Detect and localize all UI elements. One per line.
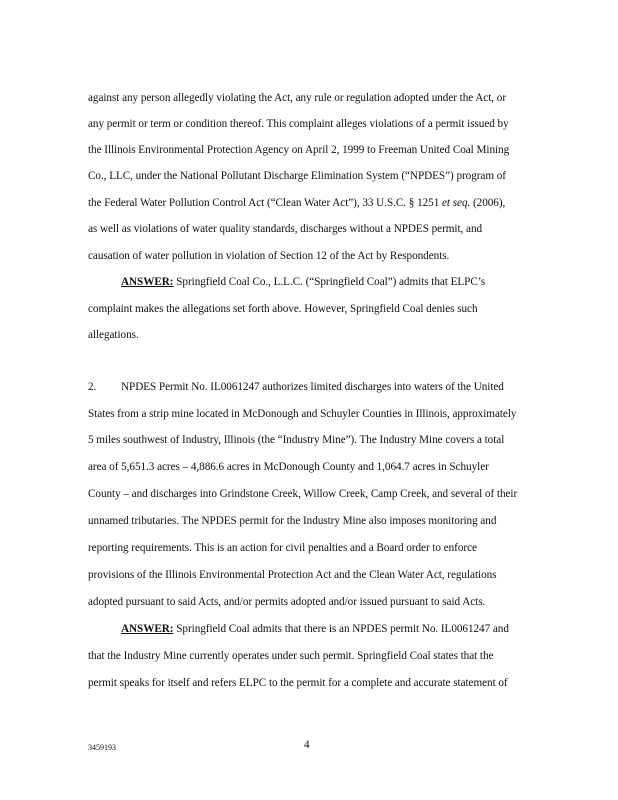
answer-2-line-1: [121, 622, 509, 636]
page-number: 4: [304, 739, 310, 751]
answer-2-line-2: that the Industry Mine currently operates under such permit. Springfield Coal states that the: [88, 650, 494, 662]
paragraph-2-line-8: provisions of the Illinois Environmental Protection Act and the Clean Water Act, regulations: [88, 569, 497, 581]
paragraph-1-line-6: as well as violations of water quality standards, discharges without a NPDES permit, and: [88, 223, 483, 235]
paragraph-1-line-1: against any person allegedly violating the Act, any rule or regulation adopted under the Act, or: [88, 92, 507, 104]
paragraph-1-line-5: [88, 196, 505, 210]
paragraph-2-line-7: reporting requirements. This is an action for civil penalties and a Board order to enforce: [88, 542, 477, 554]
paragraph-2-line-2: States from a strip mine located in McDonough and Schuyler Counties in Illinois, approximately: [88, 408, 517, 420]
citation-text: the Federal Water Pollution Control Act (“Clean Water Act”), 33 U.S.C. § 1251: [88, 197, 442, 209]
answer-1-line-3: allegations.: [88, 329, 139, 341]
paragraph-1-line-2: any permit or term or condition thereof. This complaint alleges violations of a permit issued by: [88, 118, 509, 130]
answer-2-text: Springfield Coal admits that there is an NPDES permit No. IL0061247 and: [173, 623, 509, 635]
paragraph-2-line-4: area of 5,651.3 acres – 4,886.6 acres in McDonough County and 1,064.7 acres in Schuyler: [88, 461, 489, 473]
answer-1-text: Springfield Coal Co., L.L.C. (“Springfield Coal”) admits that ELPC’s: [173, 276, 486, 288]
answer-1-line-2: complaint makes the allegations set forth above. However, Springfield Coal denies such: [88, 303, 478, 315]
paragraph-2-line-3: 5 miles southwest of Industry, Illinois (the “Industry Mine”). The Industry Mine covers a total: [88, 434, 505, 446]
document-id: 3459193: [88, 743, 116, 752]
paragraph-1-line-4: Co., LLC, under the National Pollutant Discharge Elimination System (“NPDES”) program of: [88, 170, 506, 182]
paragraph-2-line-5: County – and discharges into Grindstone Creek, Willow Creek, Camp Creek, and several of their: [88, 488, 518, 500]
citation-italic: et seq.: [442, 197, 471, 209]
answer-2-line-3: permit speaks for itself and refers ELPC to the permit for a complete and accurate statement of: [88, 677, 508, 689]
paragraph-2-line-9: adopted pursuant to said Acts, and/or permits adopted and/or issued pursuant to said Acts.: [88, 596, 486, 608]
paragraph-1-line-3: the Illinois Environmental Protection Agency on April 2, 1999 to Freeman United Coal Mining: [88, 144, 510, 156]
answer-label: ANSWER:: [121, 276, 174, 288]
paragraph-1-line-7: causation of water pollution in violation of Section 12 of the Act by Respondents.: [88, 250, 450, 262]
paragraph-2-line-6: unnamed tributaries. The NPDES permit for the Industry Mine also imposes monitoring and: [88, 515, 497, 527]
answer-1-line-1: [121, 275, 485, 289]
paragraph-2-line-1: NPDES Permit No. IL0061247 authorizes limited discharges into waters of the United: [121, 381, 504, 393]
paragraph-number: 2.: [88, 381, 97, 393]
answer-label: ANSWER:: [121, 623, 174, 635]
citation-tail: (2006),: [470, 197, 506, 209]
